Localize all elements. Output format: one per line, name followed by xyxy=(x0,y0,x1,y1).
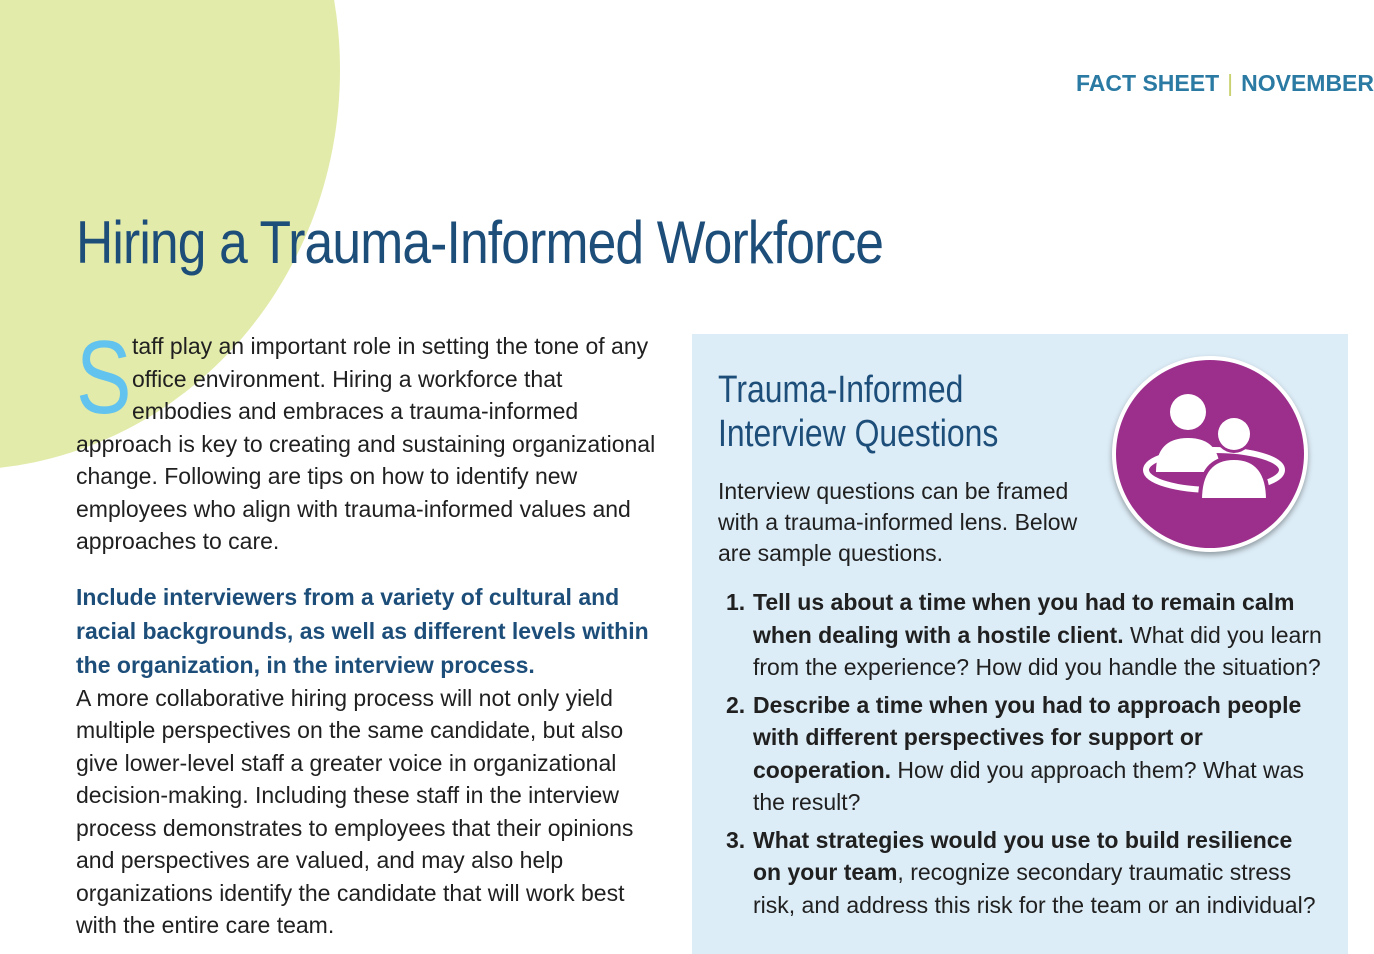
header-date: NOVEMBER xyxy=(1241,70,1374,96)
intro-text: taff play an important role in setting the tone of any office environment. Hiring a workforce that embodies and embraces a trauma-informed approach is key to creating and sustaining organizational change. Following are tips on how to identify new employees who align with trauma-informed values and approaches to care. xyxy=(76,333,656,554)
question-rest: How did you approach them? What was the result? xyxy=(753,756,1304,815)
main-column xyxy=(76,320,666,942)
list-item xyxy=(718,689,1322,819)
intro-paragraph xyxy=(76,320,666,558)
interview-questions-sidebar xyxy=(692,334,1348,954)
question-bold: Tell us about a time when you had to remain calm when dealing with a hostile client. xyxy=(753,589,1295,648)
sidebar-intro: Interview questions can be framed with a trauma-informed lens. Below are sample questions. xyxy=(718,478,1078,566)
question-number: 2. xyxy=(726,691,746,718)
question-number: 3. xyxy=(726,826,746,853)
fact-sheet-header xyxy=(1076,70,1374,100)
question-bold: What strategies would you use to build resilience on your team xyxy=(753,826,1293,885)
drop-cap: S xyxy=(76,320,132,436)
sidebar-title-line2: Interview Questions xyxy=(718,413,999,455)
people-meeting-icon xyxy=(1112,356,1308,552)
question-rest: What did you learn from the experience? How did you handle the situation? xyxy=(753,621,1322,680)
header-label: FACT SHEET xyxy=(1076,70,1220,96)
sidebar-title xyxy=(718,368,998,456)
sidebar-title-line1: Trauma-Informed xyxy=(718,369,964,411)
header-separator: | xyxy=(1227,70,1234,96)
question-number: 1. xyxy=(726,589,746,615)
tip-heading: Include interviewers from a variety of cultural and racial backgrounds, as well as different levels within the organization, in the interview process. xyxy=(76,583,649,678)
question-rest: , recognize secondary traumatic stress risk, and address this risk for the team or an individual? xyxy=(753,859,1316,918)
list-item xyxy=(718,824,1322,922)
question-list xyxy=(718,586,1322,926)
question-bold: Describe a time when you had to approach people with different perspectives for support or cooperation. xyxy=(753,691,1302,783)
list-item xyxy=(718,586,1322,684)
page-title: Hiring a Trauma-Informed Workforce xyxy=(76,209,884,276)
tip-body: A more collaborative hiring process will not only yield multiple perspectives on the same candidate, but also give lower-level staff a greater voice in organizational decision-making. Including these staff in the interview process demonstrates to employees that their opinions and perspectives are valued, and may also help organizations identify the candidate that will work best with the entire care team. xyxy=(76,684,634,938)
